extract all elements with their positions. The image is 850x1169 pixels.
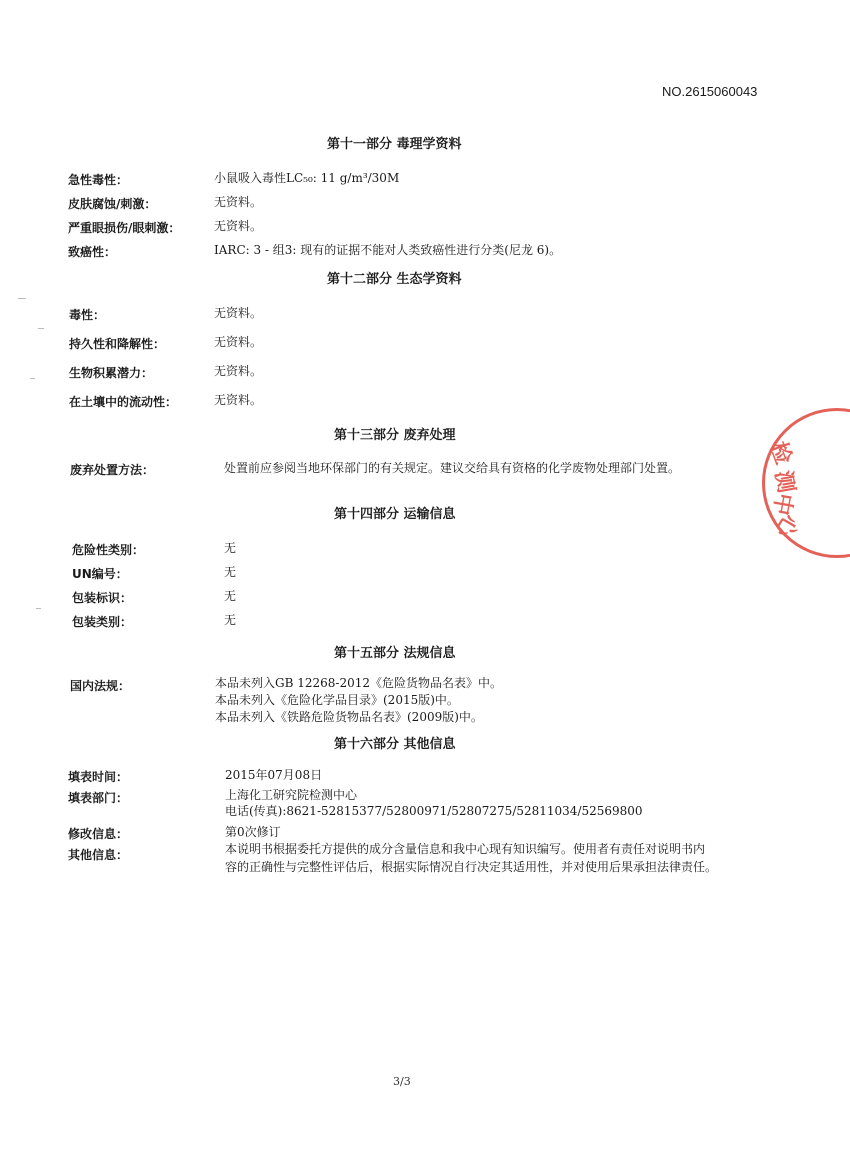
soil-mobility-label: 在土壤中的流动性： [69,395,178,409]
packaging-class-value: 无 [224,613,237,627]
section-11-title: 第十一部分 毒理学资料 [327,137,462,152]
bioaccumulation-value: 无资料。 [214,364,263,378]
page-number: 3/3 [393,1075,411,1088]
scan-speck [38,328,44,329]
regulation-line-3: 本品未列入《铁路危险货物品名表》(2009版)中。 [215,710,483,724]
other-info-line-1: 本说明书根据委托方提供的成分含量信息和我中心现有知识编写。使用者有责任对说明书内 [225,842,706,856]
carcinogenicity-label: 致癌性： [68,245,117,259]
section-12-title: 第十二部分 生态学资料 [327,272,462,287]
un-number-label: UN编号： [72,567,128,581]
other-info-line-2: 容的正确性与完整性评估后，根据实际情况自行决定其适用性，并对使用后果承担法律责任。 [225,860,718,874]
section-14-title: 第十四部分 运输信息 [334,507,456,522]
revision-label: 修改信息： [68,827,129,841]
scan-speck [30,378,35,379]
skin-corrosion-value: 无资料。 [214,195,263,209]
hazard-class-label: 危险性类别： [72,543,145,557]
fill-department-value: 上海化工研究院检测中心 [225,788,358,802]
section-13-title: 第十三部分 废弃处理 [334,428,456,443]
toxicity-value: 无资料。 [214,306,263,320]
regulation-line-1: 本品未列入GB 12268-2012《危险货物品名表》中。 [215,676,502,690]
skin-corrosion-label: 皮肤腐蚀/刺激： [68,197,157,211]
eye-damage-value: 无资料。 [214,219,263,233]
document-number: NO.2615060043 [662,84,758,99]
bioaccumulation-label: 生物积累潜力： [69,366,154,380]
packaging-mark-label: 包装标识： [72,591,133,605]
section-16-title: 第十六部分 其他信息 [334,737,456,752]
stamp-char-2: 测 [769,468,799,495]
regulation-line-2: 本品未列入《危险化学品目录》(2015版)中。 [215,693,459,707]
packaging-mark-value: 无 [224,589,237,603]
disposal-method-label: 废弃处置方法： [70,463,155,477]
scan-speck [18,298,26,299]
soil-mobility-value: 无资料。 [214,393,263,407]
fill-date-label: 填表时间： [68,770,129,784]
section-15-title: 第十五部分 法规信息 [334,646,456,661]
domestic-regulation-label: 国内法规： [70,679,131,693]
stamp-char-1: 检 [764,438,796,468]
seal-stamp [762,408,850,558]
other-info-label: 其他信息： [68,848,129,862]
packaging-class-label: 包装类别： [72,615,133,629]
stamp-char-3: 中 [767,491,797,518]
un-number-value: 无 [224,565,237,579]
revision-value: 第0次修订 [225,825,281,839]
persistence-label: 持久性和降解性： [69,337,166,351]
disposal-method-value: 处置前应参阅当地环保部门的有关规定。建议交给具有资格的化学废物处理部门处置。 [224,461,681,475]
hazard-class-value: 无 [224,541,237,555]
fill-date-value: 2015年07月08日 [225,768,323,782]
acute-toxicity-label: 急性毒性： [68,173,129,187]
acute-toxicity-value: 小鼠吸入毒性LC₅₀: 11 g/m³/30M [214,171,400,185]
stamp-char-4: 心 [769,509,803,542]
eye-damage-label: 严重眼损伤/眼刺激： [68,221,181,235]
department-phone: 电话(传真):8621-52815377/52800971/52807275/52811034/52569800 [225,804,643,818]
scan-speck [36,608,41,609]
carcinogenicity-value: IARC: 3 - 组3: 现有的证据不能对人类致癌性进行分类(尼龙 6)。 [214,243,562,257]
fill-department-label: 填表部门： [68,791,129,805]
toxicity-label: 毒性： [69,308,106,322]
persistence-value: 无资料。 [214,335,263,349]
